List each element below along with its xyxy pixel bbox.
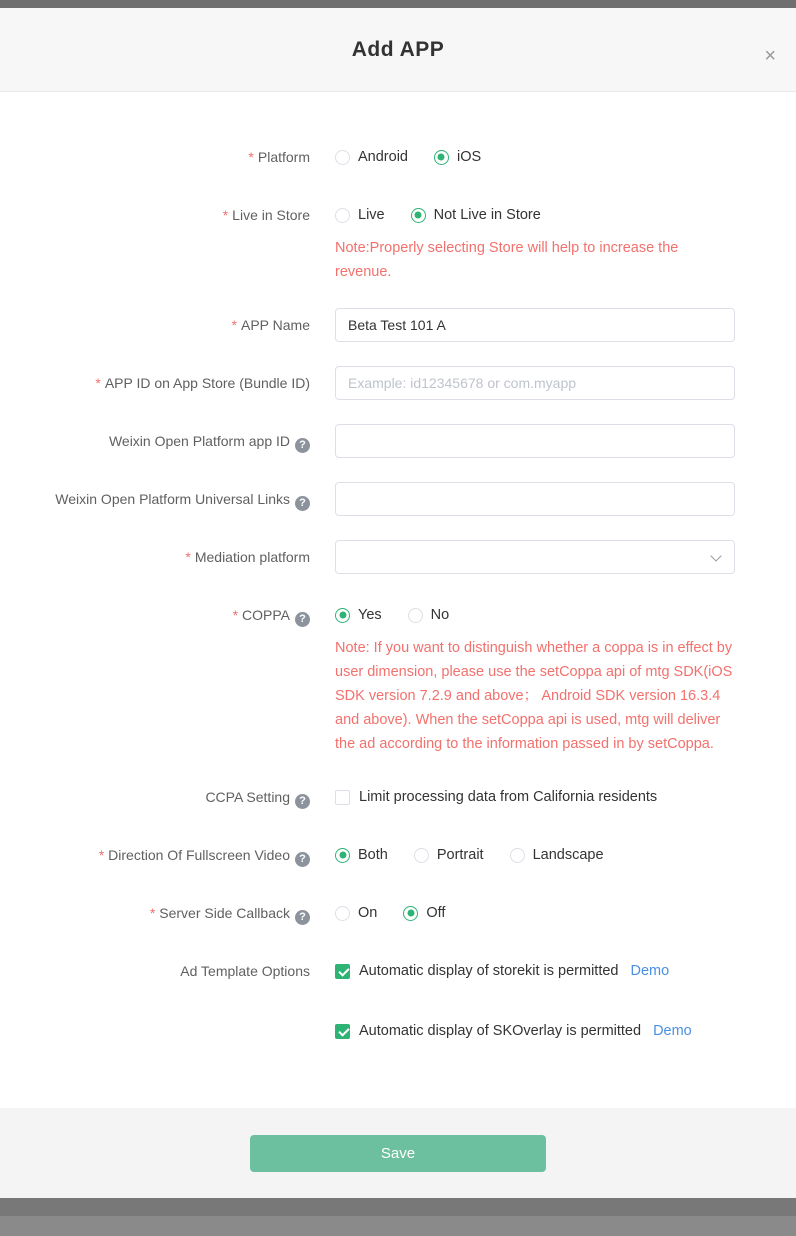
- coppa-radio-no[interactable]: No: [408, 607, 450, 623]
- radio-icon: [411, 208, 426, 223]
- required-marker: *: [231, 317, 237, 333]
- platform-radio-group: [335, 140, 735, 174]
- add-app-modal: [0, 8, 796, 1198]
- live-in-store-radio-live[interactable]: Live: [335, 207, 385, 223]
- server-side-callback-radio-group: [335, 896, 735, 930]
- platform-radio-android[interactable]: Android: [335, 149, 408, 165]
- direction-fullscreen-video-label: * Direction Of Fullscreen Video ?: [0, 838, 310, 872]
- radio-icon: [408, 608, 423, 623]
- required-marker: *: [95, 375, 101, 391]
- app-id-input[interactable]: [335, 366, 735, 400]
- coppa-label: * COPPA ?: [0, 598, 310, 632]
- skoverlay-checkbox-label: Automatic display of SKOverlay is permitted: [359, 1023, 642, 1039]
- background-page-top-strip: [0, 0, 796, 8]
- help-icon[interactable]: ?: [295, 794, 310, 809]
- app-name-input[interactable]: [335, 308, 735, 342]
- form-row-app-id: [0, 366, 796, 400]
- radio-icon: [510, 848, 525, 863]
- mediation-platform-select[interactable]: [335, 540, 735, 574]
- skoverlay-checkbox-row: [335, 1014, 735, 1048]
- storekit-checkbox[interactable]: [335, 964, 350, 979]
- form-row-ccpa: [0, 780, 796, 814]
- help-icon[interactable]: ?: [295, 852, 310, 867]
- required-marker: *: [185, 549, 191, 565]
- coppa-radio-group: [335, 598, 735, 632]
- form-row-coppa: [0, 598, 796, 756]
- required-marker: *: [149, 905, 156, 921]
- coppa-note: Note: If you want to distinguish whether a coppa is in effect by user dimension, please use the setCoppa api of mtg SDK(iOS SDK version 7.2.9 and above； Android SDK version 16.3.4 and above). When the setCoppa api is used, mtg will deliver the ad according to the information passed in by setCoppa.: [335, 640, 733, 752]
- server-callback-radio-off[interactable]: Off: [403, 905, 445, 921]
- radio-icon: [403, 906, 418, 921]
- help-icon[interactable]: ?: [295, 910, 310, 925]
- close-icon[interactable]: ×: [764, 45, 776, 67]
- live-in-store-note: Note:Properly selecting Store will help to increase the revenue.: [335, 240, 679, 280]
- skoverlay-checkbox[interactable]: [335, 1024, 350, 1039]
- storekit-demo-link[interactable]: Demo: [630, 963, 670, 979]
- ccpa-label: CCPA Setting ?: [0, 780, 310, 814]
- form-row-platform: [0, 140, 796, 174]
- direction-radio-portrait[interactable]: Portrait: [414, 847, 484, 863]
- direction-radio-group: [335, 838, 735, 872]
- radio-icon: [335, 608, 350, 623]
- form-row-weixin-universal-links: [0, 482, 796, 516]
- radio-icon: [335, 208, 350, 223]
- direction-radio-landscape[interactable]: Landscape: [510, 847, 604, 863]
- weixin-universal-links-input[interactable]: [335, 482, 735, 516]
- required-marker: *: [98, 847, 105, 863]
- form-row-weixin-app-id: [0, 424, 796, 458]
- help-icon[interactable]: ?: [295, 438, 310, 453]
- background-page-bottom-strip: [0, 1198, 796, 1216]
- form-row-ad-template-options: [0, 954, 796, 1048]
- required-marker: *: [232, 607, 239, 623]
- mediation-platform-label: * Mediation platform: [185, 549, 310, 565]
- live-in-store-radio-group: [335, 198, 735, 232]
- server-callback-radio-on[interactable]: On: [335, 905, 377, 921]
- save-button[interactable]: Save: [250, 1135, 546, 1172]
- live-in-store-label: * Live in Store: [222, 207, 310, 223]
- radio-icon: [335, 906, 350, 921]
- chevron-down-icon: [710, 550, 721, 561]
- platform-label: * Platform: [248, 149, 310, 165]
- app-id-label: * APP ID on App Store (Bundle ID): [95, 375, 310, 391]
- server-side-callback-label: * Server Side Callback ?: [0, 896, 310, 930]
- help-icon[interactable]: ?: [295, 612, 310, 627]
- weixin-app-id-label: Weixin Open Platform app ID ?: [0, 424, 310, 458]
- ccpa-checkbox-label: Limit processing data from California residents: [359, 789, 658, 805]
- direction-radio-both[interactable]: Both: [335, 847, 388, 863]
- ad-template-options-label: Ad Template Options: [180, 963, 310, 979]
- radio-icon: [414, 848, 429, 863]
- form-row-server-side-callback: [0, 896, 796, 930]
- live-in-store-radio-not-live[interactable]: Not Live in Store: [411, 207, 541, 223]
- radio-icon: [335, 150, 350, 165]
- modal-header: [0, 8, 796, 92]
- help-icon[interactable]: ?: [295, 496, 310, 511]
- radio-icon: [434, 150, 449, 165]
- skoverlay-demo-link[interactable]: Demo: [653, 1023, 692, 1039]
- modal-title: Add APP: [351, 37, 445, 61]
- radio-icon: [335, 848, 350, 863]
- ccpa-checkbox-row: [335, 780, 735, 814]
- weixin-app-id-input[interactable]: [335, 424, 735, 458]
- required-marker: *: [248, 149, 254, 165]
- form-row-mediation-platform: [0, 540, 796, 574]
- platform-radio-ios[interactable]: iOS: [434, 149, 481, 165]
- modal-footer: [0, 1108, 796, 1198]
- form-row-app-name: [0, 308, 796, 342]
- app-name-label: * APP Name: [231, 317, 310, 333]
- coppa-radio-yes[interactable]: Yes: [335, 607, 382, 623]
- weixin-universal-links-label: Weixin Open Platform Universal Links ?: [0, 482, 310, 516]
- storekit-checkbox-row: [335, 954, 735, 988]
- required-marker: *: [222, 207, 229, 223]
- add-app-form: [0, 92, 796, 1108]
- form-row-live-in-store: [0, 198, 796, 284]
- ccpa-checkbox[interactable]: [335, 790, 350, 805]
- form-row-direction-fullscreen-video: [0, 838, 796, 872]
- storekit-checkbox-label: Automatic display of storekit is permitted: [359, 963, 619, 979]
